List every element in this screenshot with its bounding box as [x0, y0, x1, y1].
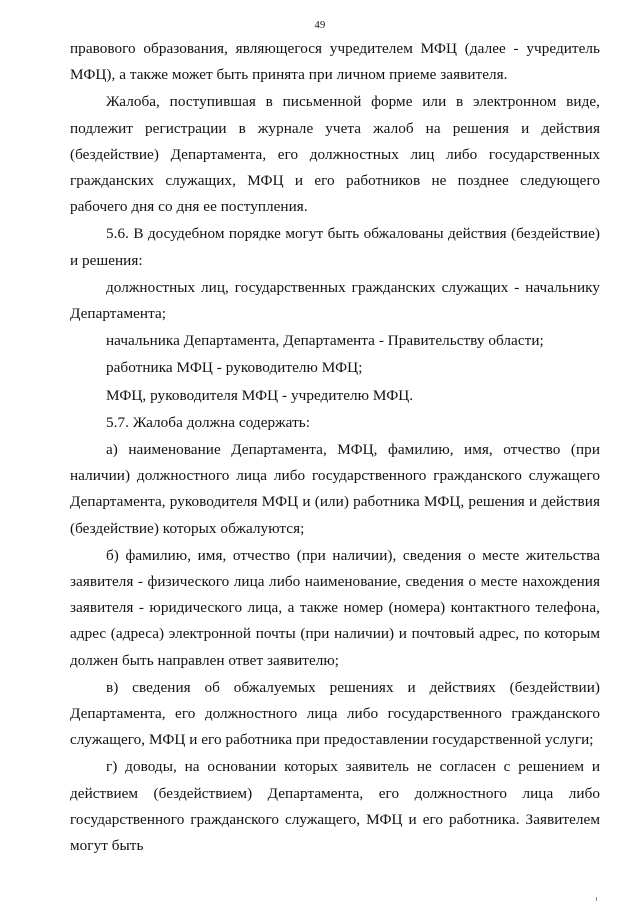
page-number: 49	[314, 20, 326, 31]
list-item-mfc-employee: работника МФЦ - руководителю МФЦ;	[106, 359, 363, 377]
document-body	[70, 36, 600, 859]
list-item-officials: должностных лиц, государственных гражданских служащих - начальнику Департамента;	[70, 278, 600, 323]
paragraph-continuation: правового образования, являющегося учредителем МФЦ (далее - учредитель МФЦ), а также может быть принята при личном приеме заявителя.	[70, 40, 600, 84]
list-item-v: в) сведения об обжалуемых решениях и действиях (бездействии) Департамента, его должностного лица либо государственного гражданского служащего, МФЦ и его работника при предоставлении государственной услуги;	[70, 678, 600, 749]
paragraph-section-5-6: 5.6. В досудебном порядке могут быть обжалованы действия (бездействие) и решения:	[70, 225, 600, 269]
paragraph-section-5-7: 5.7. Жалоба должна содержать:	[106, 413, 311, 431]
list-item-a: а) наименование Департамента, МФЦ, фамилию, имя, отчество (при наличии) должностного лица либо государственного гражданского служащего Департамента, руководителя МФЦ и (или) работника МФЦ, решения и действия (бездействие) которых обжалуются;	[70, 441, 600, 537]
list-item-g: г) доводы, на основании которых заявитель не согласен с решением и действием (бездействием) Департамента, его должностного лица либо государственного гражданского служащего, МФЦ и его работника. Заявителем могут быть	[70, 758, 600, 855]
list-item-b: б) фамилию, имя, отчество (при наличии), сведения о месте жительства заявителя - физического лица либо наименование, сведения о месте нахождения заявителя - юридического лица, а также номер (номера) контактного телефона, адрес (адреса) электронной почты (при наличии) и почтовый адрес, по которым должен быть направлен ответ заявителю;	[70, 546, 600, 669]
paragraph-complaint-registration: Жалоба, поступившая в письменной форме или в электронном виде, подлежит регистрации в журнале учета жалоб на решения и действия (бездействие) Департамента, его должностных лиц либо государственных гражданских служащих, МФЦ и его работников не позднее следующего рабочего дня со дня ее поступления.	[70, 93, 600, 216]
scan-mark	[596, 897, 597, 901]
list-item-department-head: начальника Департамента, Департамента - Правительству области;	[106, 332, 544, 350]
list-item-mfc-head: МФЦ, руководителя МФЦ - учредителю МФЦ.	[106, 386, 414, 404]
